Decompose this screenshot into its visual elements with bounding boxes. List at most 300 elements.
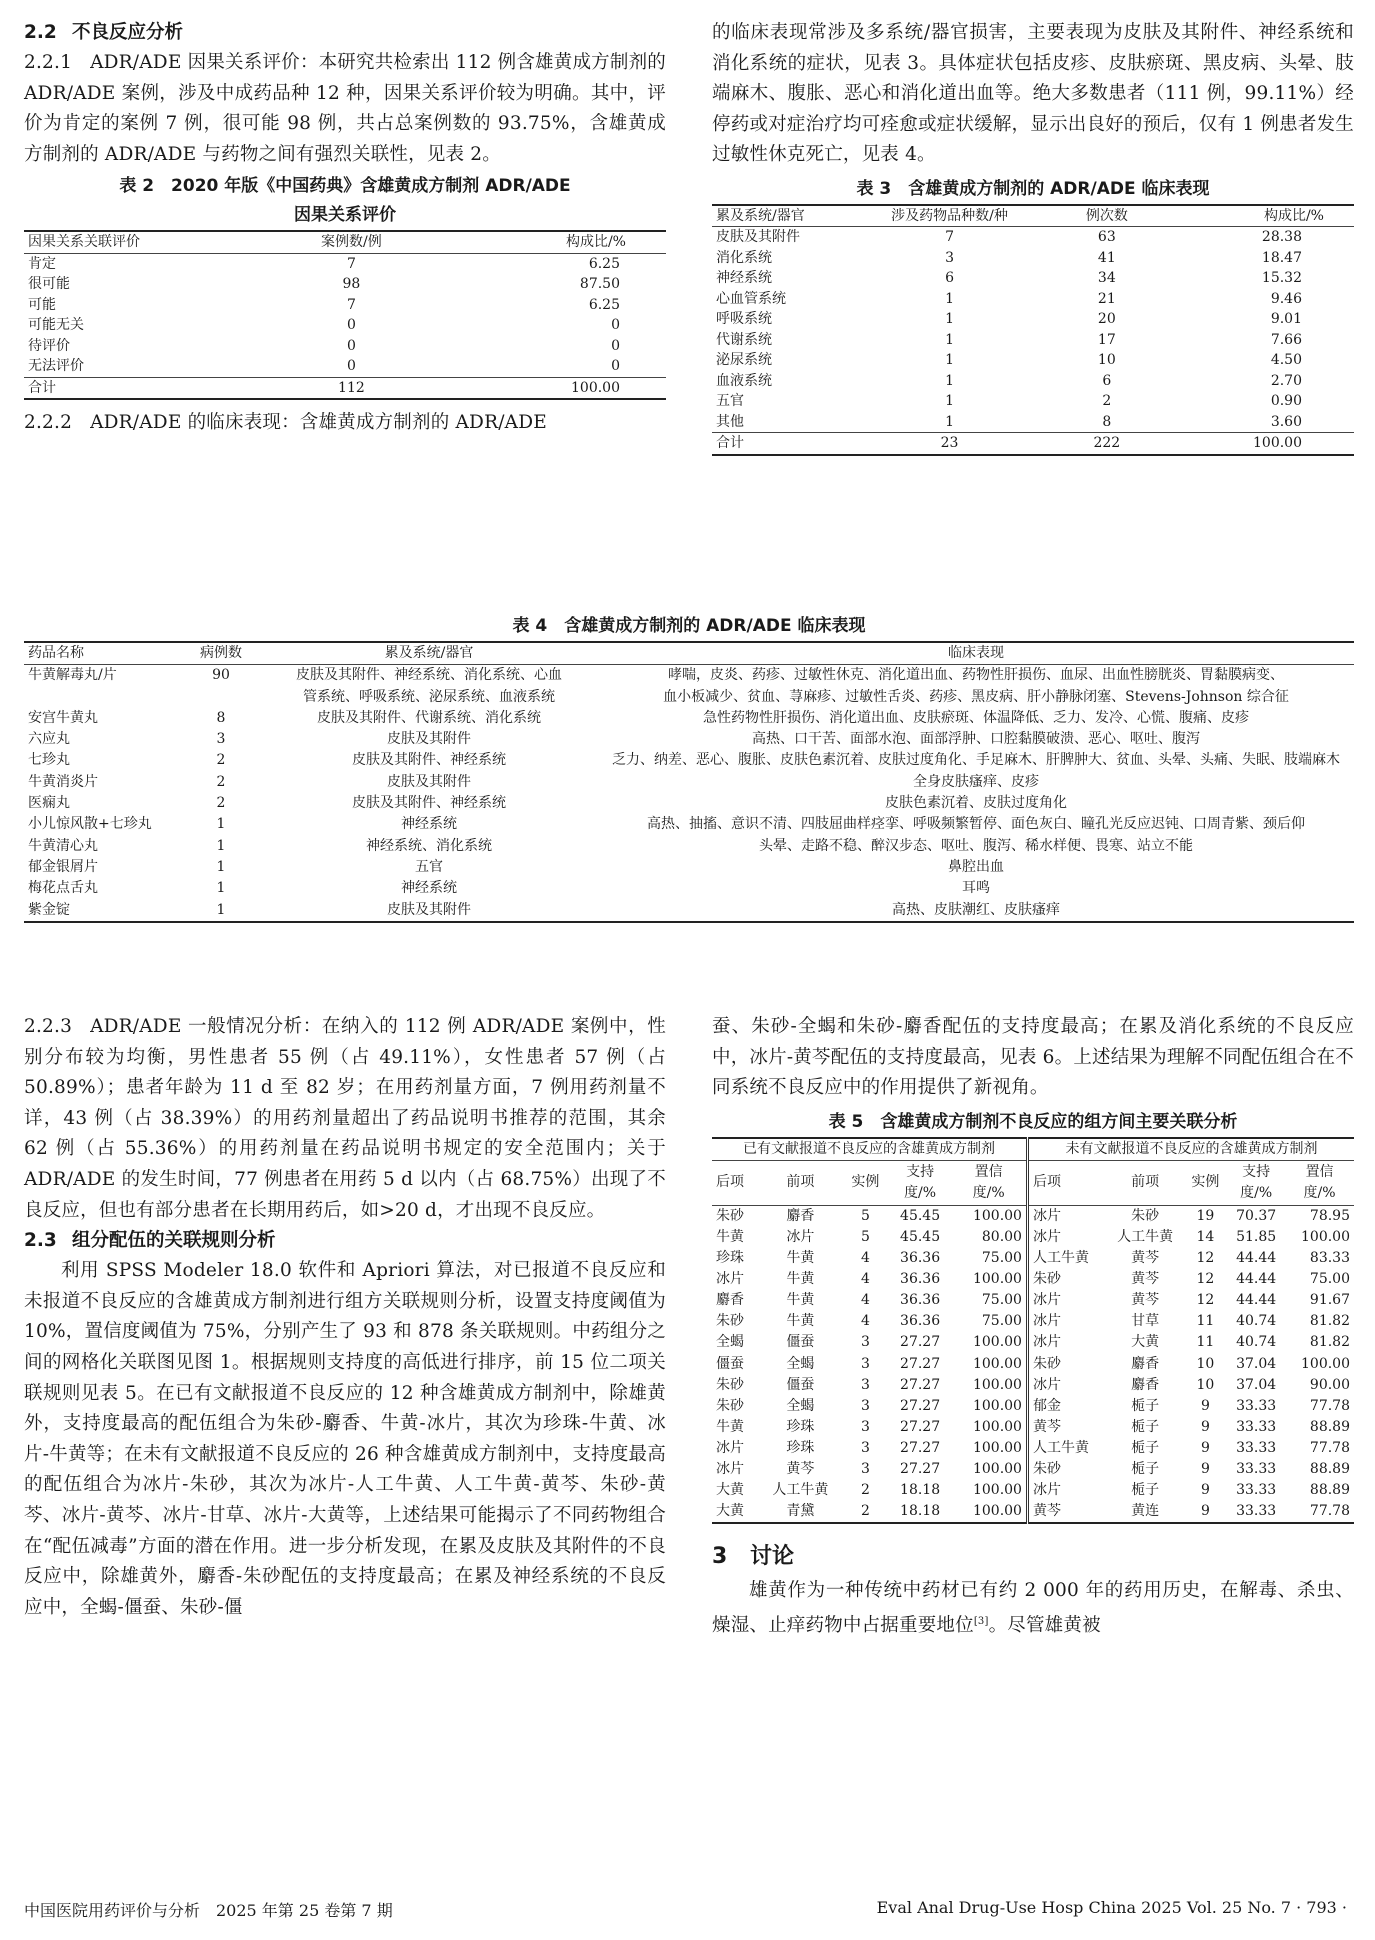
table5-left-cell: 45.45 xyxy=(900,1228,941,1245)
paragraph-text: 。尽管雄黄被 xyxy=(988,1615,1101,1637)
table3-cell: 100.00 xyxy=(1187,433,1354,455)
table5-left-cell: 27.27 xyxy=(900,1355,941,1372)
table5-left-cell: 4 xyxy=(860,1250,870,1267)
table5-right-cell: 33.33 xyxy=(1236,1461,1277,1477)
table5-right-cell: 9 xyxy=(1200,1439,1210,1456)
table4-body xyxy=(24,665,1354,922)
table3-cell: 0.90 xyxy=(1270,393,1302,410)
table5-row xyxy=(712,1459,1354,1480)
table5-right-cell: 朱砂 xyxy=(1131,1207,1160,1224)
table2-cell: 0 xyxy=(346,337,356,354)
table5-right-cell: 朱砂 xyxy=(1027,1459,1106,1480)
table5-right-cell: 冰片 xyxy=(1027,1311,1106,1332)
table4-caption: 表 4 含雄黄成方制剂的 ADR/ADE 临床表现 xyxy=(512,616,866,636)
table5 xyxy=(712,1137,1354,1525)
table3-cell: 皮肤及其附件 xyxy=(716,229,800,246)
table4-header-row xyxy=(24,642,1354,665)
table3-cell: 呼吸系统 xyxy=(716,311,772,328)
table4-row xyxy=(24,814,1354,835)
table3-cell: 其他 xyxy=(716,413,744,430)
table5-right-cell: 9 xyxy=(1200,1461,1210,1477)
table5-left-cell: 100.00 xyxy=(951,1501,1027,1523)
table5-left-cell: 冰片 xyxy=(716,1461,744,1477)
table3-caption: 表 3 含雄黄成方制剂的 ADR/ADE 临床表现 xyxy=(856,178,1210,199)
table5-right-cell: 44.44 xyxy=(1236,1250,1277,1267)
table2-cell: 0 xyxy=(611,317,620,334)
table4-header-cell: 药品名称 xyxy=(28,645,84,661)
table3-row xyxy=(712,268,1354,289)
table2-row xyxy=(24,315,666,336)
table3-cell: 4.50 xyxy=(1270,352,1302,369)
table3-row xyxy=(712,248,1354,269)
table3-cell: 1 xyxy=(945,372,954,389)
table5-right-cell: 12 xyxy=(1196,1250,1215,1267)
table5-left-cell: 牛黄 xyxy=(786,1271,815,1288)
table4 xyxy=(24,641,1354,923)
table5-left-cell: 青黛 xyxy=(759,1501,842,1523)
header-line: 支持 xyxy=(1242,1163,1271,1180)
table5-right-cell: 麝香 xyxy=(1131,1376,1160,1393)
table5-right-cell: 10 xyxy=(1196,1376,1215,1393)
table5-right-cell: 14 xyxy=(1196,1228,1215,1245)
table5-left-cell: 大黄 xyxy=(712,1501,759,1523)
section-number: 3 xyxy=(712,1544,728,1570)
table4-cell: 耳鸣 xyxy=(962,880,990,897)
table4-cell: 急性药物性肝损伤、消化道出血、皮肤瘀斑、体温降低、乏力、发冷、心慌、腹痛、皮疹 xyxy=(703,709,1249,726)
table4-cell: 牛黄解毒丸/片 xyxy=(28,667,117,684)
table5-left-cell: 3 xyxy=(860,1461,870,1477)
table5-left-cell: 大黄 xyxy=(716,1482,744,1499)
table5-right-cell: 黄芩 xyxy=(1131,1292,1160,1309)
table5-right-cell: 11 xyxy=(1196,1313,1215,1330)
section-heading-2-3 xyxy=(24,1226,666,1256)
table4-cell xyxy=(182,687,260,708)
table5-left-cell: 36.36 xyxy=(900,1292,941,1309)
table5-left-cell: 27.27 xyxy=(900,1439,941,1456)
table5-right-cell: 9 xyxy=(1200,1397,1210,1414)
table4-header-cell: 临床表现 xyxy=(948,645,1004,661)
table5-left-cell: 朱砂 xyxy=(716,1376,744,1393)
table4-cell: 皮肤及其附件、神经系统、消化系统、心血 xyxy=(296,667,562,684)
table3-header-cell: 涉及药物品种数/种 xyxy=(891,207,1008,224)
right-column-bottom xyxy=(712,1012,1354,1642)
table2-row xyxy=(24,336,666,357)
table4-wrap xyxy=(24,612,1354,923)
table5-left-cell: 27.27 xyxy=(900,1418,941,1435)
table4-cell: 鼻腔出血 xyxy=(948,858,1004,875)
table5-left-cell: 80.00 xyxy=(981,1228,1022,1245)
table5-right-cell: 黄芩 xyxy=(1027,1501,1106,1523)
table4-cell: 血小板减少、贫血、荨麻疹、过敏性舌炎、药疹、黑皮病、肝小静脉闭塞、Stevens-Johnson 综合征 xyxy=(663,688,1289,705)
table5-right-cell: 100.00 xyxy=(1301,1355,1350,1372)
table4-cell: 1 xyxy=(182,900,260,922)
table2-cell: 98 xyxy=(342,276,361,293)
table4-cell: 3 xyxy=(216,731,226,748)
table5-right-cell: 78.95 xyxy=(1309,1207,1350,1224)
table5-left-cell: 75.00 xyxy=(981,1292,1022,1309)
table3-cell: 1 xyxy=(945,352,954,369)
table5-left-cell: 僵蚕 xyxy=(786,1334,815,1351)
table5-right-cell: 人工牛黄 xyxy=(1027,1438,1106,1459)
table5-left-cell: 100.00 xyxy=(972,1355,1022,1372)
table5-left-cell: 2 xyxy=(860,1482,870,1499)
table5-right-cell: 11 xyxy=(1196,1334,1215,1351)
table2-row xyxy=(24,295,666,316)
table3-cell: 6 xyxy=(945,270,954,287)
table3-row xyxy=(712,289,1354,310)
paragraph-2-3: 利用 SPSS Modeler 18.0 软件和 Apriori 算法，对已报道不良反应和未报道不良反应的含雄黄成方制剂进行组方关联规则分析，设置支持度阈值为 10%，置信度阈值为 75%，分别产生了 93 和 878 条关联规则。中药组分之间的网格化关联图见图 1。根据规则支持度的高低进行排序，前 15 位二项关联规则见表 5。在已有文献报道不良反应的 12 种含雄黄成方制剂中，除雄黄外，支持度最高的配伍组合为朱砂-麝香、牛黄-冰片，其次为珍珠-牛黄、冰片-牛黄等；在未有文献报道不良反应的 26 种含雄黄成方制剂中，支持度最高的配伍组合为冰片-朱砂，其次为冰片-人工牛黄、人工牛黄-黄芩、朱砂-黄芩、冰片-黄芩、冰片-甘草、冰片-大黄等，上述结果可能揭示了不同药物组合在“配伍减毒”方面的潜在作用。进一步分析发现，在累及皮肤及其附件的不良反应中，除雄黄外，麝香-朱砂配伍的支持度最高；在累及神经系统的不良反应中，全蝎-僵蚕、朱砂-僵 xyxy=(24,1260,666,1618)
table4-cell: 1 xyxy=(216,816,226,833)
table4-cell: 医痫丸 xyxy=(28,795,70,812)
paragraph-2-2-2-cont: 的临床表现常涉及多系统/器官损害，主要表现为皮肤及其附件、神经系统和消化系统的症状，见表 3。具体症状包括皮疹、皮肤瘀斑、黑皮病、头晕、肢端麻木、腹胀、恶心和消化道出血等。绝大多数患者（111 例，99.11%）经停药或对症治疗均可痊愈或症状缓解，显示出良好的预后，仅有 1 例患者发生过敏性休克死亡，见表 4。 xyxy=(712,22,1355,166)
table5-right-cell: 100.00 xyxy=(1301,1228,1350,1245)
table3-cell: 心血管系统 xyxy=(716,290,786,307)
table3-cell: 15.32 xyxy=(1261,270,1302,287)
table3-cell: 9.01 xyxy=(1270,311,1302,328)
table3-cell: 泌尿系统 xyxy=(716,352,772,369)
table4-cell: 七珍丸 xyxy=(28,752,70,769)
table2-cell: 很可能 xyxy=(28,276,70,293)
table5-left-cell: 3 xyxy=(860,1439,870,1456)
table5-right-cell: 人工牛黄 xyxy=(1117,1228,1174,1245)
table5-right-cell: 88.89 xyxy=(1309,1418,1350,1435)
table4-header-cell: 累及系统/器官 xyxy=(384,645,474,661)
table2-cell: 无法评价 xyxy=(28,358,84,375)
table5-left-cell: 3 xyxy=(860,1334,870,1351)
table5-row xyxy=(712,1438,1354,1459)
table5-right-cell: 90.00 xyxy=(1309,1376,1350,1393)
table2-cell: 待评价 xyxy=(28,337,70,354)
table5-right-cell: 37.04 xyxy=(1236,1376,1277,1393)
table5-left-cell: 3 xyxy=(860,1376,870,1393)
table5-header-cell: 后项 xyxy=(716,1174,744,1191)
table5-right-cell: 冰片 xyxy=(1027,1332,1106,1353)
section-title: 组分配伍的关联规则分析 xyxy=(72,1230,276,1252)
table4-cell xyxy=(24,687,182,708)
header-line: 置信 xyxy=(974,1163,1003,1180)
table4-cell: 全身皮肤瘙痒、皮疹 xyxy=(913,773,1039,790)
table5-left-cell: 5 xyxy=(860,1228,870,1245)
table4-cell: 牛黄清心丸 xyxy=(28,837,98,854)
table5-left-cell: 100.00 xyxy=(972,1207,1022,1224)
table4-cell: 头晕、走路不稳、醉汉步态、呕吐、腹泻、稀水样便、畏寒、站立不能 xyxy=(759,837,1193,854)
table4-cell: 皮肤及其附件、代谢系统、消化系统 xyxy=(317,709,541,726)
table5-right-cell: 冰片 xyxy=(1027,1480,1106,1501)
table5-left-cell: 75.00 xyxy=(981,1250,1022,1267)
table5-left-cell: 全蝎 xyxy=(786,1355,815,1372)
table3-cell: 1 xyxy=(945,393,954,410)
table5-right-cell: 朱砂 xyxy=(1027,1354,1106,1375)
table5-left-cell: 珍珠 xyxy=(786,1418,815,1435)
table4-cell: 五官 xyxy=(415,858,443,875)
table5-header-cell: 实例 xyxy=(1191,1174,1220,1191)
table5-left-cell: 麝香 xyxy=(716,1292,744,1309)
table5-right-cell: 冰片 xyxy=(1027,1205,1106,1227)
table5-right-cell: 栀子 xyxy=(1131,1461,1160,1477)
header-line: 置信 xyxy=(1305,1163,1334,1180)
table5-row xyxy=(712,1501,1354,1523)
table5-row xyxy=(712,1417,1354,1438)
table3-cell: 9.46 xyxy=(1270,290,1302,307)
table5-left-cell: 100.00 xyxy=(972,1334,1022,1351)
table5-right-cell: 冰片 xyxy=(1027,1290,1106,1311)
table3-cell: 2.70 xyxy=(1270,372,1302,389)
paragraph-text: ADR/ADE 的临床表现：含雄黄成方制剂的 ADR/ADE xyxy=(90,412,547,434)
paragraph-text: ADR/ADE 因果关系评价：本研究共检索出 112 例含雄黄成方制剂的 ADR/ADE 案例，涉及中成药品种 12 种，因果关系评价较为明确。其中，评价为肯定的案例 7 例，很可能 98 例，共占总案例数的 93.75%，含雄黄成方制剂的 ADR/ADE 与药物之间有强烈关联性，见表 2。 xyxy=(24,52,666,165)
table5-right-cell: 12 xyxy=(1196,1271,1215,1288)
table4-row xyxy=(24,878,1354,899)
table4-cell: 神经系统、消化系统 xyxy=(366,837,492,854)
table3-cell: 10 xyxy=(1097,352,1116,369)
table5-right-cell: 黄芩 xyxy=(1131,1271,1160,1288)
table3-cell: 代谢系统 xyxy=(716,331,772,348)
table3-cell: 6 xyxy=(1102,372,1112,389)
table4-row xyxy=(24,836,1354,857)
table3-cell: 7 xyxy=(945,229,954,246)
table4-row xyxy=(24,729,1354,750)
table5-caption: 表 5 含雄黄成方制剂不良反应的组方间主要关联分析 xyxy=(828,1111,1238,1132)
table5-row xyxy=(712,1311,1354,1332)
table5-right-cell: 70.37 xyxy=(1236,1207,1277,1224)
table4-row xyxy=(24,857,1354,878)
right-column-top xyxy=(712,18,1354,456)
table5-right-cell: 朱砂 xyxy=(1027,1269,1106,1290)
table4-cell: 六应丸 xyxy=(28,731,70,748)
citation-ref[interactable]: [3] xyxy=(973,1615,989,1627)
table2-cell: 7 xyxy=(346,255,356,272)
table2-cell: 合计 xyxy=(24,377,281,399)
subsection-number: 2.2.3 xyxy=(24,1016,73,1037)
table4-row xyxy=(24,708,1354,729)
table4-cell: 90 xyxy=(212,667,230,684)
table3-row xyxy=(712,309,1354,330)
table5-row xyxy=(712,1227,1354,1248)
table5-left-cell: 全蝎 xyxy=(716,1334,744,1351)
table5-header-cell: 前项 xyxy=(1131,1174,1160,1191)
table5-left-cell: 3 xyxy=(860,1418,870,1435)
table3-cell: 神经系统 xyxy=(716,270,772,287)
table5-left-cell: 全蝎 xyxy=(786,1397,815,1414)
table5-right-cell: 9 xyxy=(1200,1482,1210,1499)
table5-right-cell: 人工牛黄 xyxy=(1027,1248,1106,1269)
table5-right-cell: 栀子 xyxy=(1131,1418,1160,1435)
table3-cell: 1 xyxy=(945,331,954,348)
table5-right-cell: 44.44 xyxy=(1236,1292,1277,1309)
table3-cell: 8 xyxy=(1102,413,1112,430)
table5-left-cell: 100.00 xyxy=(972,1376,1022,1393)
table5-header-row xyxy=(712,1160,1354,1205)
table5-left-cell: 冰片 xyxy=(786,1228,815,1245)
table5-right-cell: 栀子 xyxy=(1131,1482,1160,1499)
table4-row xyxy=(24,665,1354,687)
table5-right-cell: 甘草 xyxy=(1131,1313,1160,1330)
paragraph-2-2-1 xyxy=(24,48,666,170)
table5-left-cell: 3 xyxy=(860,1397,870,1414)
table4-cell: 2 xyxy=(216,773,226,790)
table2-cell: 0 xyxy=(611,358,620,375)
table2-cell: 可能无关 xyxy=(28,317,84,334)
section-number: 2.2 xyxy=(24,22,57,43)
table5-header-cell: 实例 xyxy=(851,1174,880,1191)
table5-left-cell: 100.00 xyxy=(972,1439,1022,1456)
table5-left-cell: 18.18 xyxy=(900,1482,941,1499)
table3-cell: 消化系统 xyxy=(716,249,772,266)
table2 xyxy=(24,230,666,400)
table5-right-cell: 81.82 xyxy=(1309,1313,1350,1330)
table5-group-left: 已有文献报道不良反应的含雄黄成方制剂 xyxy=(712,1138,1027,1161)
table5-left-cell: 27.27 xyxy=(900,1334,941,1351)
paragraph-text: ADR/ADE 一般情况分析：在纳入的 112 例 ADR/ADE 案例中，性别分布较为均衡，男性患者 55 例（占 49.11%），女性患者 57 例（占 50.89%）；患者年龄为 11 d 至 82 岁；在用药剂量方面，7 例用药剂量不详，43 例（占 38.39%）的用药剂量超出了药品说明书推荐的范围，其余 62 例（占 55.36%）的用药剂量在药品说明书规定的安全范围内；关于 ADR/ADE 的发生时间，77 例患者在用药 5 d 以内（占 68.75%）出现了不良反应，但也有部分患者在长期用药后，如>20 d，才出现不良反应。 xyxy=(24,1016,666,1221)
table3-cell: 合计 xyxy=(712,433,873,455)
table2-row xyxy=(24,274,666,295)
subsection-number: 2.2.2 xyxy=(24,412,73,434)
table5-left-cell: 100.00 xyxy=(972,1482,1022,1499)
paragraph-text: 雄黄作为一种传统中药材已有约 2 000 年的药用历史，在解毒、杀虫、燥湿、止痒药物中占据重要地位 xyxy=(712,1580,1354,1637)
table5-right-cell: 88.89 xyxy=(1309,1461,1350,1477)
table5-header-cell xyxy=(1227,1160,1285,1205)
table4-cell: 神经系统 xyxy=(401,880,457,897)
table5-right-cell: 9 xyxy=(1200,1418,1210,1435)
table3-header-row xyxy=(712,205,1354,227)
table3-cell: 23 xyxy=(873,433,1027,455)
table5-right-cell: 麝香 xyxy=(1131,1355,1160,1372)
table2-header-row xyxy=(24,231,666,253)
table5-left-cell: 100.00 xyxy=(972,1461,1022,1477)
table5-row xyxy=(712,1354,1354,1375)
table5-right-cell: 33.33 xyxy=(1236,1397,1277,1414)
table4-cell: 8 xyxy=(216,709,226,726)
table5-left-cell: 100.00 xyxy=(972,1397,1022,1414)
table5-right-cell: 77.78 xyxy=(1309,1397,1350,1414)
table5-right-cell: 75.00 xyxy=(1309,1271,1350,1288)
table5-right-cell: 37.04 xyxy=(1236,1355,1277,1372)
table4-row xyxy=(24,750,1354,771)
table2-caption-line2: 因果关系评价 xyxy=(294,205,396,226)
table4-cell: 1 xyxy=(216,837,226,854)
table3-row xyxy=(712,412,1354,433)
table5-right-cell: 33.33 xyxy=(1236,1482,1277,1499)
table5-right-cell: 83.33 xyxy=(1309,1250,1350,1267)
table3-cell: 1 xyxy=(945,311,954,328)
table3-row xyxy=(712,371,1354,392)
table5-left-cell: 僵蚕 xyxy=(716,1355,744,1372)
table5-left-cell: 27.27 xyxy=(900,1461,941,1477)
table4-cell: 皮肤色素沉着、皮肤过度角化 xyxy=(885,795,1067,812)
header-line: 支持 xyxy=(906,1163,935,1180)
table4-row xyxy=(24,772,1354,793)
table5-right-cell: 40.74 xyxy=(1236,1334,1277,1351)
table5-row xyxy=(712,1375,1354,1396)
table4-cell: 乏力、纳差、恶心、腹胀、皮肤色素沉着、皮肤过度角化、手足麻木、肝脾肿大、贫血、头晕、头痛、失眠、肢端麻木 xyxy=(612,752,1340,769)
table4-cell: 哮喘，皮炎、药疹、过敏性休克、消化道出血、药物性肝损伤、血尿、出血性膀胱炎、胃黏膜病变、 xyxy=(668,667,1284,684)
table5-right-cell: 19 xyxy=(1196,1207,1215,1224)
table4-cell: 2 xyxy=(216,795,226,812)
section-heading-3 xyxy=(712,1538,1354,1576)
table5-header-cell: 后项 xyxy=(1027,1160,1106,1205)
table5-left-cell: 4 xyxy=(860,1292,870,1309)
table4-cell: 梅花点舌丸 xyxy=(28,880,98,897)
table2-header-cell: 因果关系关联评价 xyxy=(28,234,140,251)
table5-right-cell: 郁金 xyxy=(1027,1396,1106,1417)
table5-left-cell: 75.00 xyxy=(981,1313,1022,1330)
table3-cell: 28.38 xyxy=(1261,229,1302,246)
table5-left-cell: 3 xyxy=(860,1355,870,1372)
table5-left-cell: 2 xyxy=(842,1501,889,1523)
table5-right-cell: 51.85 xyxy=(1236,1228,1277,1245)
table5-right-cell: 12 xyxy=(1196,1292,1215,1309)
table5-right-cell: 40.74 xyxy=(1236,1313,1277,1330)
table3-cell: 2 xyxy=(1102,393,1112,410)
table5-right-cell: 91.67 xyxy=(1309,1292,1350,1309)
section-title: 不良反应分析 xyxy=(72,22,184,43)
table5-left-cell: 牛黄 xyxy=(716,1228,744,1245)
table4-cell: 1 xyxy=(216,880,226,897)
subsection-number: 2.2.1 xyxy=(24,52,73,73)
table2-cell: 7 xyxy=(346,296,356,313)
table5-right-cell: 栀子 xyxy=(1131,1439,1160,1456)
table5-left-cell: 黄芩 xyxy=(786,1461,815,1477)
table3-header-cell: 例次数 xyxy=(1085,207,1128,224)
table5-row xyxy=(712,1205,1354,1227)
table4-cell: 皮肤及其附件、神经系统 xyxy=(352,795,506,812)
table5-right-cell: 黄芩 xyxy=(1131,1250,1160,1267)
table2-total-row xyxy=(24,377,666,399)
table4-cell: 小儿惊风散+七珍丸 xyxy=(28,816,152,833)
table5-left-cell: 27.27 xyxy=(900,1397,941,1414)
table5-left-cell: 麝香 xyxy=(786,1207,815,1224)
table5-right-cell: 冰片 xyxy=(1027,1375,1106,1396)
table5-right-cell: 33.33 xyxy=(1236,1439,1277,1456)
table5-left-cell: 朱砂 xyxy=(716,1207,744,1224)
table4-row xyxy=(24,687,1354,708)
table4-cell: 2 xyxy=(216,752,226,769)
table5-left-cell: 4 xyxy=(860,1313,870,1330)
table2-row xyxy=(24,253,666,274)
table5-right-cell: 10 xyxy=(1196,1355,1215,1372)
section-heading-2-2 xyxy=(24,18,666,48)
table4-cell: 高热、抽搐、意识不清、四肢屈曲样痉挛、呼吸频繁暂停、面色灰白、瞳孔光反应迟钝、口周青紫、颈后仰 xyxy=(647,816,1305,833)
table4-cell: 管系统、呼吸系统、泌尿系统、血液系统 xyxy=(303,688,555,705)
footer-journal-cn: 中国医院用药评价与分析 2025 年第 25 卷第 7 期 xyxy=(24,1901,393,1920)
table3-cell: 五官 xyxy=(716,393,744,410)
table5-row xyxy=(712,1248,1354,1269)
table3-cell: 34 xyxy=(1097,270,1116,287)
table2-cell: 6.25 xyxy=(588,255,620,272)
table5-left-cell: 4 xyxy=(860,1271,870,1288)
table2-cell: 6.25 xyxy=(588,296,620,313)
section-title: 讨论 xyxy=(750,1544,795,1570)
table3-cell: 7.66 xyxy=(1270,331,1302,348)
table3-header-cell: 累及系统/器官 xyxy=(716,207,805,224)
table3-cell: 41 xyxy=(1097,249,1116,266)
table4-row xyxy=(24,793,1354,814)
table5-header-cell xyxy=(951,1160,1027,1205)
paragraph-2-2-2-start xyxy=(24,408,666,439)
table5-right-cell: 88.89 xyxy=(1309,1482,1350,1499)
table3-cell: 3 xyxy=(945,249,954,266)
table5-left-cell: 牛黄 xyxy=(786,1313,815,1330)
table5-body xyxy=(712,1205,1354,1523)
table4-cell: 紫金锭 xyxy=(24,900,182,922)
table3 xyxy=(712,204,1354,456)
table2-row xyxy=(24,356,666,377)
table2-cell: 87.50 xyxy=(579,276,620,293)
table3-total-row xyxy=(712,433,1354,455)
table2-caption-line1: 表 2 2020 年版《中国药典》含雄黄成方制剂 ADR/ADE xyxy=(119,176,571,197)
table4-header-cell: 病例数 xyxy=(200,645,242,661)
table5-row xyxy=(712,1332,1354,1353)
table5-right-cell: 77.78 xyxy=(1285,1501,1354,1523)
